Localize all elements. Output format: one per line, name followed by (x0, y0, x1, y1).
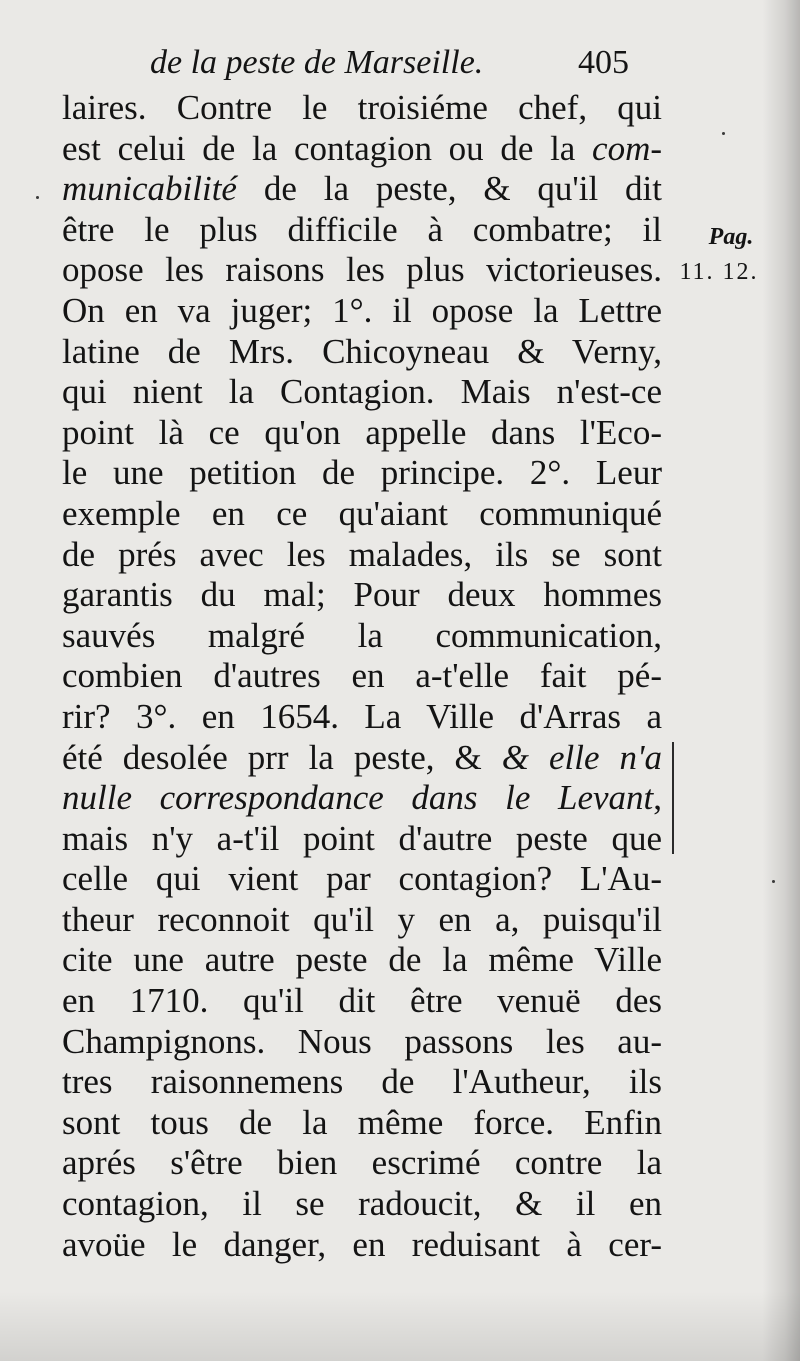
page-bottom-shadow (0, 1291, 800, 1361)
text-segment: sauvés malgré la communication, (62, 615, 662, 655)
text-line (62, 1184, 662, 1225)
text-segment: contagion, il se radoucit, & il en (62, 1184, 662, 1224)
text-segment: combien d'autres en a-t'elle fait pé- (62, 656, 662, 696)
text-line (62, 656, 662, 697)
text-segment: rir? 3°. en 1654. La Ville d'Arras a (62, 696, 662, 736)
text-segment: de la peste, & qu'il dit (236, 169, 662, 209)
text-line (62, 88, 662, 129)
text-line (62, 819, 662, 860)
text-segment: theur reconnoit qu'il y en a, puisqu'il (62, 899, 662, 939)
text-line (62, 372, 662, 413)
page-edge-shadow (762, 0, 800, 1361)
text-line (62, 291, 662, 332)
text-line (62, 697, 662, 738)
text-line (62, 1022, 662, 1063)
text-line (62, 1225, 662, 1266)
text-line (62, 250, 662, 291)
text-line (62, 332, 662, 373)
text-segment: point là ce qu'on appelle dans l'Eco- (62, 412, 662, 452)
text-segment: en 1710. qu'il dit être venuë des (62, 981, 662, 1021)
margin-note-label: Pag. (708, 224, 754, 250)
text-segment: mais n'y a-t'il point d'autre peste que (62, 818, 662, 858)
text-segment: est celui de la contagion ou de la (62, 128, 593, 168)
text-line (62, 575, 662, 616)
text-line (62, 1143, 662, 1184)
text-line (62, 413, 662, 454)
text-line (62, 738, 662, 779)
text-segment: exemple en ce qu'aiant communiqué (62, 493, 662, 533)
text-segment: avoüe le danger, en reduisant à cer- (62, 1224, 662, 1264)
body-text (62, 88, 662, 1265)
paper-speck (36, 196, 39, 199)
text-line (62, 494, 662, 535)
italic-segment: & elle n'a (501, 737, 662, 777)
text-segment: de prés avec les malades, ils se sont (62, 534, 662, 574)
text-line (62, 859, 662, 900)
text-segment: aprés s'être bien escrimé contre la (62, 1143, 662, 1183)
text-segment: garantis du mal; Pour deux hommes (62, 575, 662, 615)
text-segment: latine de Mrs. Chicoyneau & Verny, (62, 331, 662, 371)
text-line (62, 616, 662, 657)
text-segment: Champignons. Nous passons les au- (62, 1021, 662, 1061)
italic-segment: com- (592, 128, 662, 168)
text-segment: été desolée prr la peste, & (62, 737, 502, 777)
text-segment: être le plus difficile à combatre; il (62, 209, 662, 249)
text-line (62, 900, 662, 941)
running-head: de la peste de Marseille. (150, 44, 484, 81)
text-segment: qui nient la Contagion. Mais n'est-ce (62, 372, 662, 412)
text-line (62, 940, 662, 981)
text-line (62, 129, 662, 170)
text-line (62, 535, 662, 576)
text-segment: On en va juger; 1°. il opose la Lettre (62, 290, 662, 330)
margin-bracket (672, 742, 682, 854)
text-line (62, 1062, 662, 1103)
paper-speck (722, 132, 725, 135)
italic-segment: nulle correspondance dans le Levant (62, 778, 654, 818)
text-line (62, 210, 662, 251)
italic-segment: municabilité (62, 169, 237, 209)
text-line (62, 453, 662, 494)
text-line (62, 778, 662, 819)
margin-note (664, 222, 774, 292)
text-segment: sont tous de la même force. Enfin (62, 1102, 662, 1142)
text-segment: cite une autre peste de la même Ville (62, 940, 662, 980)
text-line (62, 169, 662, 210)
text-segment: opose les raisons les plus victorieuses. (62, 250, 662, 290)
text-line (62, 981, 662, 1022)
text-segment: tres raisonnemens de l'Autheur, ils (62, 1062, 662, 1102)
page-number: 405 (578, 44, 629, 81)
text-segment: celle qui vient par contagion? L'Au- (62, 859, 662, 899)
text-segment: le une petition de principe. 2°. Leur (62, 453, 662, 493)
margin-note-pages: 11. 12. (679, 259, 759, 285)
text-segment: laires. Contre le troisiéme chef, qui (62, 88, 662, 127)
paper-speck (772, 880, 775, 883)
text-segment: , (653, 778, 662, 818)
text-line (62, 1103, 662, 1144)
